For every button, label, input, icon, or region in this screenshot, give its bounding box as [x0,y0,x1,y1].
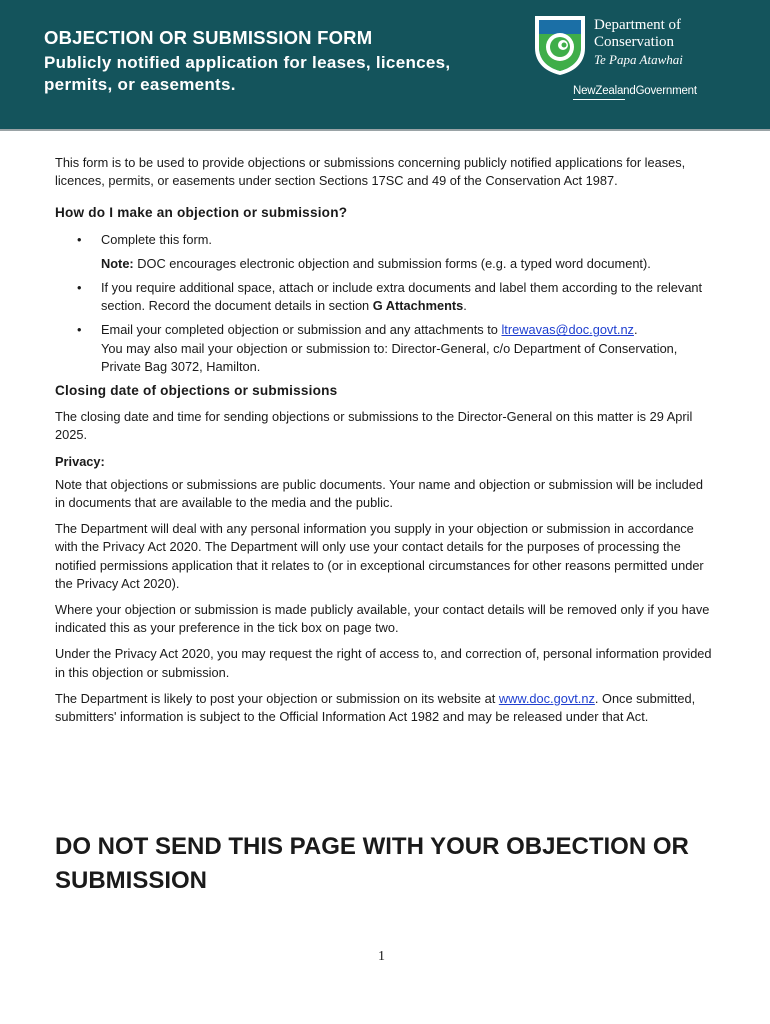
bullet-icon: • [77,280,82,296]
main-content [55,154,715,734]
list-item [55,321,715,376]
privacy-heading: Privacy: [55,453,105,469]
privacy-p5-tail: . Once submitted, submitters' information is subject to the Official Information Act 1982 and may be released under that Act. [55,690,696,725]
logo-line-1: Department of [594,17,682,33]
bullet-icon: • [77,322,82,338]
list-item [55,231,715,273]
note-text: DOC encourages electronic objection and submission forms (e.g. a typed word document). [133,255,651,271]
period: . [633,322,638,338]
form-subtitle: Publicly notified application for leases, licences, permits, or easements. [44,53,451,94]
how-bullet-list [55,231,715,376]
nz-government-text: NewZealandGovernment [573,85,697,97]
logo-line-3: Te Papa Atawhai [594,52,683,67]
closing-heading: Closing date of objections or submissions [55,383,338,399]
privacy-paragraph-5 [55,690,715,726]
page-number: 1 [378,949,385,964]
do-not-send-warning: DO NOT SEND THIS PAGE WITH YOUR OBJECTION OR SUBMISSION [55,833,689,894]
nz-government-underline [573,99,625,100]
privacy-paragraph-1: Note that objections or submissions are public documents. Your name and objection or submission will be included in documents that are available to the media and the public. [55,476,704,511]
doc-koru-shield-icon [533,14,587,76]
header-banner [0,0,770,131]
note-label: Note: [101,255,134,271]
form-title: OBJECTION OR SUBMISSION FORM [44,27,373,48]
email-link[interactable]: ltrewavas@doc.govt.nz [501,322,634,338]
attachments-section-ref: G Attachments [372,298,464,314]
note-line [101,255,715,273]
list-item [55,279,715,315]
privacy-paragraph-2: The Department will deal with any personal information you supply in your objection or submission in accordance with the Privacy Act 2020. The Department will only use your contact details for the purposes of processing the notified permissions application that it relates to (or in exceptional circumstances for other reasons permitted under the Privacy Act 2020). [55,521,704,591]
intro-paragraph: This form is to be used to provide objections or submissions concerning publicly notified applications for leases, licences, permits, or easements under section Sections 17SC and 49 of the Conservation Act 1987. [55,155,686,189]
closing-paragraph: The closing date and time for sending objections or submissions to the Director-General on this matter is 29 April 2025. [55,409,693,443]
logo-line-2: Conservation [594,34,674,50]
bullet-space-text: If you require additional space, attach or include extra documents and label them according to the relevant section. Record the document details in section [101,280,703,314]
bullet-email-text: Email your completed objection or submission and any attachments to [101,322,502,338]
doc-logo-text [594,17,683,68]
bullet-complete-text: Complete this form. [101,231,212,247]
privacy-p5-text: The Department is likely to post your objection or submission on its website at [55,690,499,706]
doc-website-link[interactable]: www.doc.govt.nz [498,690,595,706]
how-heading: How do I make an objection or submission? [55,205,348,221]
period: . [463,298,467,314]
privacy-paragraph-4: Under the Privacy Act 2020, you may request the right of access to, and correction of, personal information provided in this objection or submission. [55,646,712,680]
mail-address-text: You may also mail your objection or submission to: Director-General, c/o Department of Conservation, Private Bag 3072, Hamilton. [101,340,678,374]
privacy-paragraph-3: Where your objection or submission is made publicly available, your contact details will be removed only if you have indicated this as your preference in the tick box on page two. [55,602,710,636]
bullet-icon: • [77,231,82,247]
